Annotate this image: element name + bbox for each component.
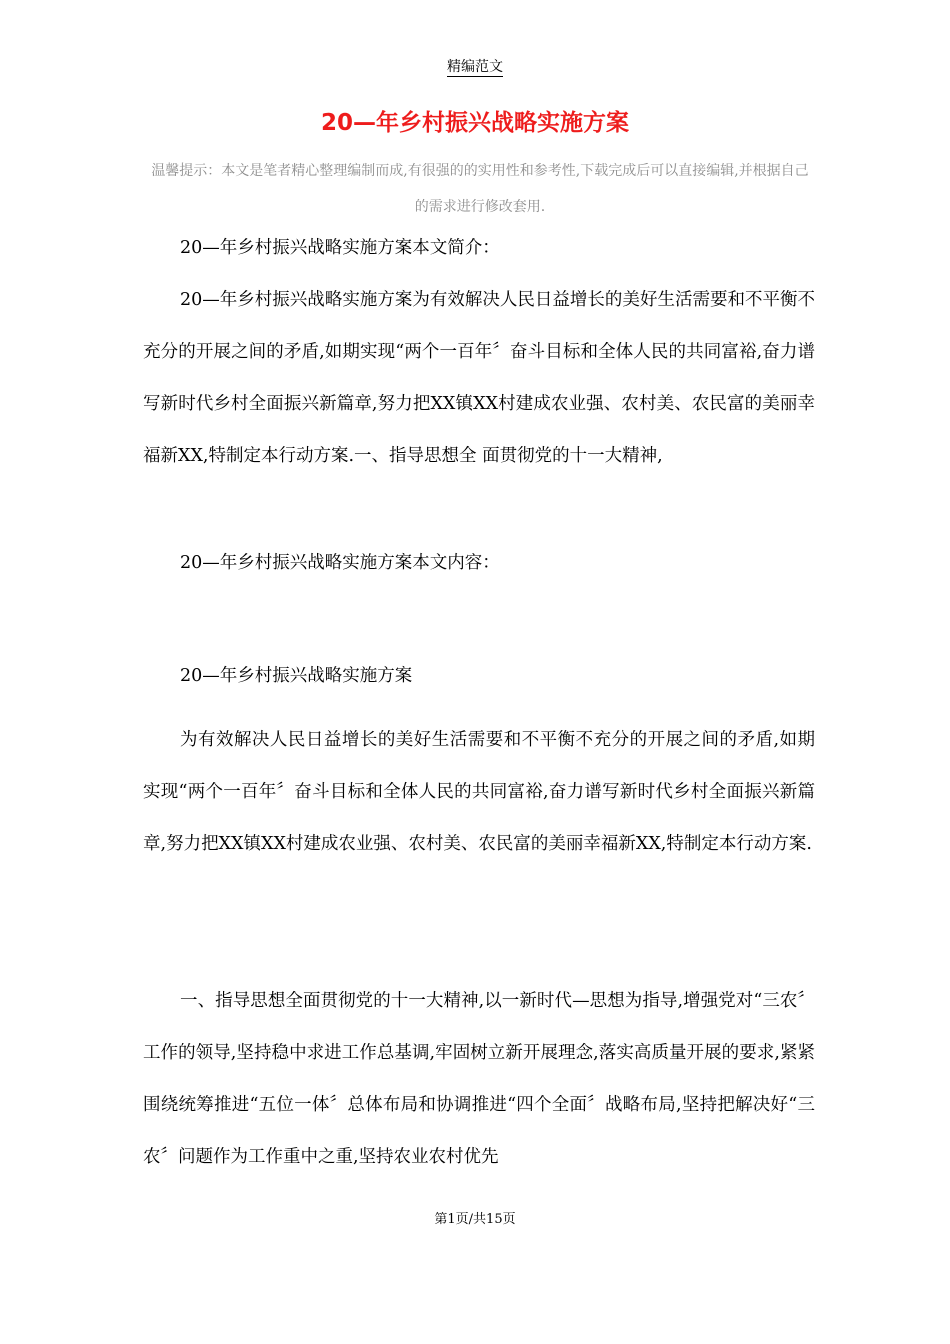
section-title: 20—年乡村振兴战略实施方案	[180, 666, 413, 686]
header-title: 精编范文	[447, 59, 503, 75]
content-heading: 20—年乡村振兴战略实施方案本文内容：	[180, 553, 500, 573]
body-paragraph: 一、指导思想全面贯彻党的十一大精神,以一新时代—思想为指导,增强党对“三农〞工作的领导,坚持稳中求进工作总基调,牢固树立新开展理念,落实高质量开展的要求,紧紧围绕统筹推进“五位一体〞总体布局和协调推进“四个全面〞战略布局,坚持把解决好“三农〞问题作为工作重中之重,坚持农业农村优先	[143, 991, 815, 1167]
tip-notice: 温馨提示：本文是笔者精心整理编制而成,有很强的的实用性和参考性,下载完成后可以直接编辑,并根据自己的需求进行修改套用.	[151, 163, 809, 215]
document-title: 20—年乡村振兴战略实施方案	[320, 110, 629, 136]
page-header	[0, 57, 950, 77]
intro-paragraph: 20—年乡村振兴战略实施方案为有效解决人民日益增长的美好生活需要和不平衡不充分的开展之间的矛盾,如期实现“两个一百年〞奋斗目标和全体人民的共同富裕,奋力谱写新时代乡村全面振兴新篇章,努力把XX镇XX村建成农业强、农村美、农民富的美丽幸福新XX,特制定本行动方案.一、指导思想全 面贯彻党的十一大精神,	[143, 290, 815, 466]
page-footer	[0, 1210, 950, 1230]
page-number: 第1页/共15页	[434, 1212, 516, 1227]
intro-heading: 20—年乡村振兴战略实施方案本文简介：	[180, 238, 500, 258]
body-paragraph: 为有效解决人民日益增长的美好生活需要和不平衡不充分的开展之间的矛盾,如期实现“两个一百年〞奋斗目标和全体人民的共同富裕,奋力谱写新时代乡村全面振兴新篇章,努力把XX镇XX村建成农业强、农村美、农民富的美丽幸福新XX,特制定本行动方案.	[143, 730, 815, 854]
